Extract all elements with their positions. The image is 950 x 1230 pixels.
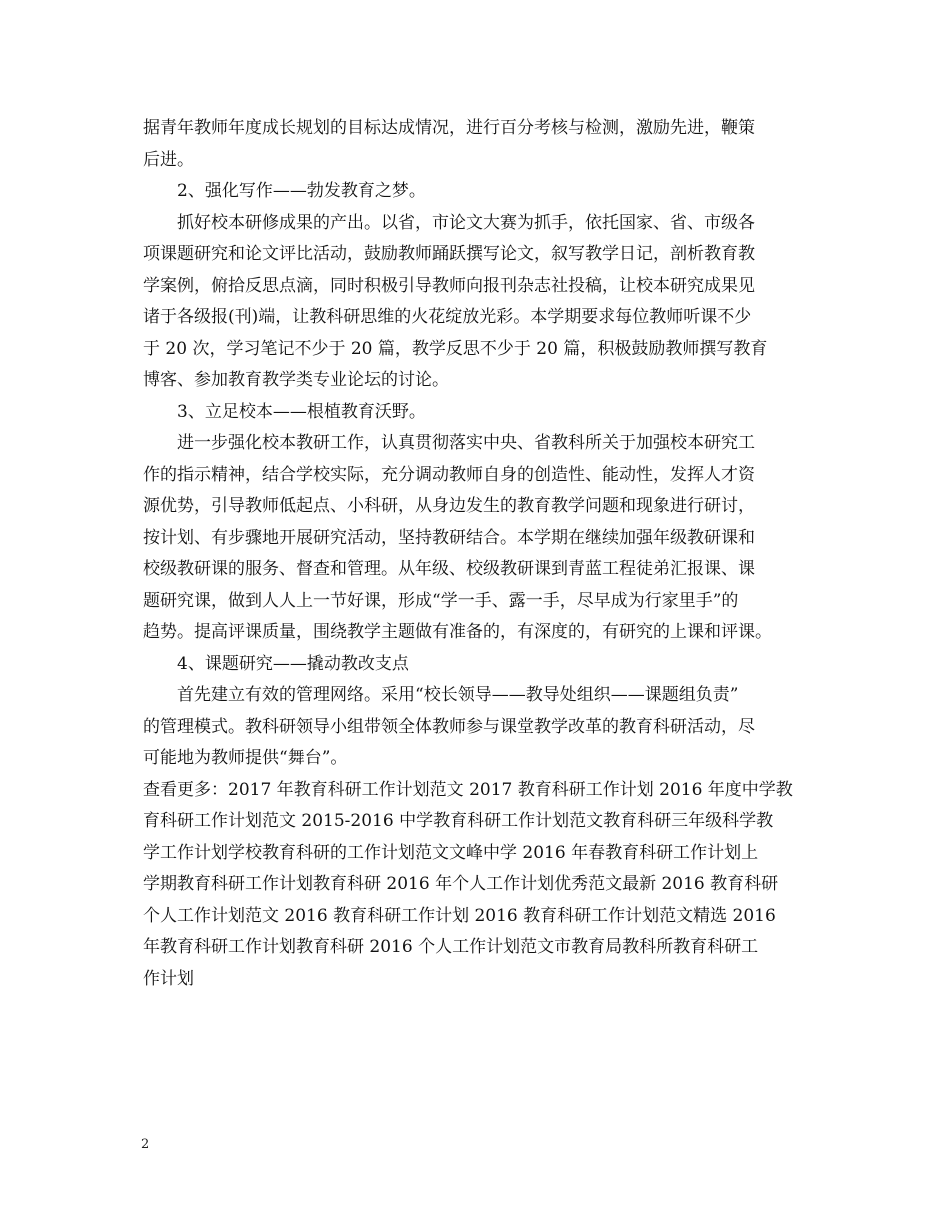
text-line: 年教育科研工作计划教育科研 2016 个人工作计划范文市教育局教科所教育科研工 xyxy=(143,937,759,957)
text-line: 抓好校本研修成果的产出。以省，市论文大赛为抓手，依托国家、省、市级各 xyxy=(177,212,755,233)
text-line: 于 20 次，学习笔记不少于 20 篇，教学反思不少于 20 篇，积极鼓励教师撰写教育 xyxy=(143,338,768,359)
text-line: 按计划、有步骤地开展研究活动，坚持教研结合。本学期在继续加强年级教研课和 xyxy=(143,527,755,548)
text-line: 项课题研究和论文评比活动，鼓励教师踊跃撰写论文，叙写教学日记，剖析教育教 xyxy=(143,244,755,264)
text-line: 作的指示精神，结合学校实际，充分调动教师自身的创造性、能动性，发挥人才资 xyxy=(143,464,755,485)
text-line: 育科研工作计划范文 2015-2016 中学教育科研工作计划范文教育科研三年级科学教 xyxy=(143,811,774,831)
text-line: 2、强化写作——勃发教育之梦。 xyxy=(177,181,426,201)
text-line: 作计划 xyxy=(143,968,194,989)
text-line: 后进。 xyxy=(143,149,194,170)
text-line: 首先建立有效的管理网络。采用“校长领导——教导处组织——课题组负责” xyxy=(177,685,739,705)
text-line: 可能地为教师提供“舞台”。 xyxy=(143,748,348,768)
text-line: 诸于各级报(刊)端，让教科研思维的火花绽放光彩。本学期要求每位教师听课不少 xyxy=(143,307,752,327)
text-line: 趋势。提高评课质量，围绕教学主题做有准备的，有深度的，有研究的上课和评课。 xyxy=(143,622,772,642)
text-line: 题研究课，做到人人上一节好课，形成“学一手、露一手，尽早成为行家里手”的 xyxy=(143,590,739,611)
document-body xyxy=(143,113,823,995)
text-line: 学工作计划学校教育科研的工作计划范文文峰中学 2016 年春教育科研工作计划上 xyxy=(143,842,759,863)
text-line: 学案例，俯拾反思点滴，同时积极引导教师向报刊杂志社投稿，让校本研究成果见 xyxy=(143,275,755,296)
text-line: 的管理模式。教科研领导小组带领全体教师参与课堂教学改革的教育科研活动，尽 xyxy=(143,716,755,737)
text-line: 查看更多：2017 年教育科研工作计划范文 2017 教育科研工作计划 2016 年度中学教 xyxy=(143,779,793,800)
text-line: 源优势，引导教师低起点、小科研，从身边发生的教育教学问题和现象进行研讨， xyxy=(143,496,755,516)
text-line: 进一步强化校本教研工作，认真贯彻落实中央、省教科所关于加强校本研究工 xyxy=(177,433,755,453)
text-line: 3、立足校本——根植教育沃野。 xyxy=(177,401,426,422)
text-line: 个人工作计划范文 2016 教育科研工作计划 2016 教育科研工作计划范文精选 2016 xyxy=(143,905,776,926)
text-line: 学期教育科研工作计划教育科研 2016 年个人工作计划优秀范文最新 2016 教育科研 xyxy=(143,874,779,894)
page-number: 2 xyxy=(141,1137,150,1152)
text-line: 校级教研课的服务、督查和管理。从年级、校级教研课到青蓝工程徒弟汇报课、课 xyxy=(143,559,755,579)
text-line: 4、课题研究——撬动教改支点 xyxy=(177,653,409,674)
text-line: 博客、参加教育教学类专业论坛的讨论。 xyxy=(143,370,449,390)
text-line: 据青年教师年度成长规划的目标达成情况，进行百分考核与检测，激励先进，鞭策 xyxy=(143,118,755,138)
